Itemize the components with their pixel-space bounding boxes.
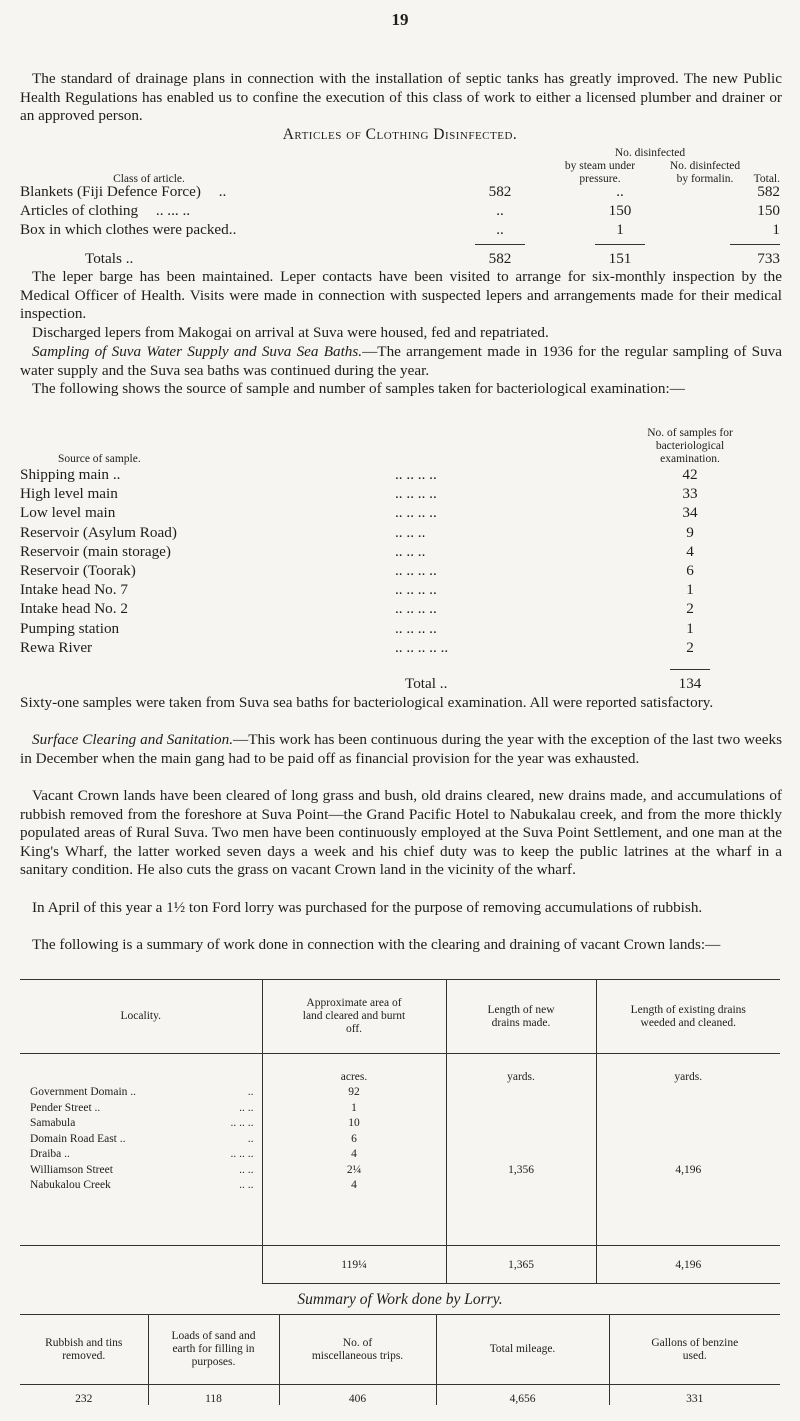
clothing-totals-label: Totals .. [85, 250, 134, 267]
paragraph-sampling [20, 343, 782, 380]
sample-row-count: 1 [686, 619, 694, 637]
clearing-body-row [20, 1054, 780, 1246]
clearing-locality-name: Draiba .. [30, 1148, 70, 1160]
samples-header-count [605, 427, 775, 466]
clothing-row-formalin: 150 [608, 202, 632, 219]
clothing-row-steam: .. [496, 202, 504, 219]
clothing-heading: Articles of Clothing Disinfected. [282, 126, 518, 143]
paragraph-discharged-lepers: Discharged lepers from Makogai on arrival at Suva were housed, fed and repatriated. [32, 324, 549, 341]
sample-row-dots: .. .. .. .. [395, 581, 437, 599]
lorry-value-rubbish: 232 [20, 1385, 148, 1405]
clearing-new-drains-value: 1,356 [508, 1164, 534, 1176]
clothing-row-total: 150 [757, 202, 780, 219]
lorry-heading: Summary of Work done by Lorry. [297, 1291, 503, 1308]
clothing-header-total: Total. [753, 173, 780, 185]
clearing-area-value: 1 [351, 1101, 357, 1114]
sample-row-dots: .. .. .. .. .. [395, 638, 449, 656]
sample-row-count: 2 [686, 600, 694, 618]
sample-row-count: 4 [686, 542, 694, 560]
samples-total-value: 134 [678, 675, 702, 692]
clearing-locality-name: Nabukalou Creek [30, 1179, 111, 1191]
paragraph-leper-barge: The leper barge has been maintained. Leper contacts have been visited to arrange for six-monthly inspection by the Medical Officer of Health. Visits were made in connection with suspected lepers and arrangements made for their medical inspection. [20, 268, 782, 323]
clothing-header-steam-line: No. disinfected [614, 147, 686, 159]
clearing-area-value: 2¼ [346, 1163, 362, 1176]
clearing-locality-row [20, 1102, 254, 1118]
clearing-header-area: Approximate area of land cleared and burnt off. [262, 980, 446, 1054]
clothing-rule [475, 244, 525, 245]
clothing-row-name: Blankets (Fiji Defence Force) [20, 183, 201, 200]
sample-row-count: 1 [686, 581, 694, 599]
sample-row-source: Intake head No. 2 [20, 600, 128, 618]
clearing-locality-dots: .. .. [239, 1163, 254, 1176]
clearing-area-value: 4 [351, 1179, 357, 1191]
clearing-table [20, 979, 780, 1284]
lorry-header-loads: Loads of sand and earth for filling in purposes. [148, 1315, 279, 1385]
clothing-totals-formalin: 151 [608, 250, 632, 267]
clothing-header-steam-line: by steam under [564, 160, 636, 172]
samples-header-count-line: No. of samples for [647, 427, 733, 439]
clothing-row-name: Box in which clothes were packed [20, 221, 229, 238]
clearing-locality-row [20, 1148, 254, 1164]
clothing-row-formalin: .. [616, 183, 624, 200]
sample-row-count: 33 [682, 485, 698, 503]
sample-row-source: High level main [20, 485, 118, 503]
sample-row-source: Intake head No. 7 [20, 581, 128, 599]
sample-row-dots: .. .. .. [395, 542, 426, 560]
sample-row-source: Rewa River [20, 638, 93, 656]
clothing-header-class: Class of article. [113, 173, 185, 185]
clearing-locality-dots: .. [247, 1086, 254, 1098]
clearing-locality-cell [20, 1054, 262, 1246]
clearing-header-existing-drains: Length of existing drains weeded and cleaned. [596, 980, 780, 1054]
clothing-header-formalin-line: by formalin. [676, 173, 734, 185]
clearing-total-area: 119¼ [262, 1246, 446, 1284]
clearing-existing-drains-value: 4,196 [675, 1164, 702, 1176]
clothing-row-formalin: 1 [616, 221, 624, 238]
sample-row-count: 42 [682, 466, 698, 483]
clothing-row-name: Articles of clothing [20, 202, 139, 219]
clearing-locality-dots: .. [247, 1132, 254, 1145]
clearing-totals-empty [20, 1246, 262, 1284]
clearing-unit-existing-drains: yards. [674, 1071, 703, 1083]
clearing-locality-dots: .. .. .. [230, 1117, 254, 1129]
lorry-value-trips: 406 [279, 1385, 436, 1405]
clearing-area-cell [262, 1054, 446, 1246]
clearing-existing-drains-cell [596, 1054, 780, 1246]
clearing-locality-dots: .. .. .. [230, 1148, 254, 1160]
clothing-header-steam-line: pressure. [579, 173, 621, 185]
sample-row-dots: .. .. .. .. [395, 562, 437, 579]
clothing-rule [595, 244, 645, 245]
paragraph-drainage: The standard of drainage plans in connection with the installation of septic tanks has greatly improved. The new Public Health Regulations has enabled us to confine the execution of this class of work to either a licensed plumber and drainer or an approved person. [20, 70, 782, 125]
clearing-totals-row [20, 1246, 780, 1284]
lorry-table [20, 1314, 780, 1405]
clothing-header-steam [590, 147, 710, 160]
clearing-area-value: 4 [351, 1148, 357, 1160]
clothing-row [20, 221, 236, 239]
clearing-locality-name: Samabula [30, 1117, 76, 1129]
clothing-rule [730, 244, 780, 245]
clearing-locality-row [20, 1117, 254, 1133]
samples-header-count-line: examination. [660, 453, 720, 465]
clearing-locality-name: Government Domain .. [30, 1086, 137, 1098]
clothing-row [20, 183, 226, 201]
clothing-row-total: 582 [757, 183, 780, 200]
page-number: 19 [391, 10, 409, 29]
clothing-row [20, 202, 190, 220]
clearing-total-existing-drains: 4,196 [596, 1246, 780, 1284]
paragraph-vacant-lands: Vacant Crown lands have been cleared of long grass and bush, old drains cleared, new drains made, and accumulations of rubbish removed from the foreshore at Suva Point—the Grand Pacific Hotel to Nabukalau creek, and from the more thickly populated areas of Rural Suva. Two men have been continuously employed at the Suva Point Settlement, and one man at the King's Wharf, the latter worked seven days a week and his chief duty was to keep the public latrines at the wharf in a sanitary condition. He also cuts the grass on vacant Crown land in the vicinity of the wharf. [20, 787, 782, 879]
sampling-text: —The arrangement made in 1936 for the regular sampling of Suva water supply and the Suva sea baths was continued during the year. [20, 343, 782, 379]
surface-title: Surface Clearing and Sanitation. [32, 731, 234, 748]
clearing-locality-name: Williamson Street [30, 1163, 113, 1176]
clothing-row-dots: .. ... .. [155, 202, 191, 219]
clearing-area-value: 6 [351, 1132, 357, 1145]
lorry-values-row [20, 1385, 780, 1405]
paragraph-sixty-one: Sixty-one samples were taken from Suva sea baths for bacteriological examination. All were reported satisfactory. [20, 694, 714, 711]
lorry-header-row [20, 1315, 780, 1385]
clearing-unit-area: acres. [340, 1071, 368, 1083]
samples-header-source: Source of sample. [58, 453, 141, 465]
paragraph-surface [20, 731, 782, 768]
sample-row-dots: .. .. .. .. [395, 504, 437, 522]
clothing-row-steam: .. [496, 221, 504, 238]
sample-row-source: Pumping station [20, 619, 120, 637]
clothing-row-dots: .. [228, 221, 237, 238]
clearing-total-new-drains: 1,365 [446, 1246, 596, 1284]
surface-text: —This work has been continuous during the year with the exception of the last two weeks in December when the main gang had to be paid off as financial provision for the year was exhausted. [20, 731, 782, 767]
sample-row-count: 9 [686, 523, 694, 541]
clothing-row-dots: .. [218, 183, 227, 200]
clothing-row-total: 1 [772, 221, 780, 238]
lorry-header-trips: No. of miscellaneous trips. [279, 1315, 436, 1385]
clearing-locality-row [20, 1164, 254, 1180]
clearing-header-new-drains: Length of new drains made. [446, 980, 596, 1054]
clothing-totals-total: 733 [757, 250, 780, 267]
sample-row-source: Reservoir (Toorak) [20, 562, 136, 579]
paragraph-samples-intro: The following shows the source of sample and number of samples taken for bacteriological examination:— [32, 380, 685, 397]
clearing-locality-row [20, 1179, 254, 1195]
sample-row-dots: .. .. .. .. [395, 619, 437, 637]
clearing-area-list [263, 1086, 446, 1195]
clearing-unit-new-drains: yards. [507, 1071, 535, 1083]
lorry-value-loads: 118 [148, 1385, 279, 1405]
clearing-locality-dots: .. .. [239, 1179, 254, 1191]
samples-header-count-line: bacteriological [655, 440, 725, 452]
clearing-area-value: 92 [348, 1086, 360, 1098]
sample-row-source: Low level main [20, 504, 116, 522]
clearing-locality-row [20, 1086, 254, 1102]
lorry-value-mileage: 4,656 [436, 1385, 609, 1405]
clearing-header-row [20, 980, 780, 1054]
clothing-totals-steam: 582 [488, 250, 512, 267]
sample-row-source: Reservoir (main storage) [20, 542, 171, 560]
lorry-header-benzine: Gallons of benzine used. [609, 1315, 780, 1385]
clothing-row-steam: 582 [488, 183, 512, 200]
sample-row-count: 2 [686, 638, 694, 656]
clearing-locality-list [20, 1086, 254, 1195]
clearing-locality-dots: .. .. [239, 1101, 254, 1114]
clearing-locality-name: Pender Street .. [30, 1101, 101, 1114]
paragraph-summary-intro: The following is a summary of work done in connection with the clearing and draining of vacant Crown lands:— [32, 936, 721, 953]
sample-row-count: 6 [686, 562, 694, 579]
samples-rule [670, 669, 710, 670]
lorry-value-benzine: 331 [609, 1385, 780, 1405]
clearing-locality-row [20, 1133, 254, 1149]
sample-row-dots: .. .. .. [395, 523, 426, 541]
paragraph-lorry: In April of this year a 1½ ton Ford lorry was purchased for the purpose of removing accumulations of rubbish. [32, 899, 703, 916]
clearing-header-locality: Locality. [20, 980, 262, 1054]
sample-row-dots: .. .. .. .. [395, 466, 437, 483]
sample-row-dots: .. .. .. .. [395, 485, 437, 503]
lorry-header-mileage: Total mileage. [436, 1315, 609, 1385]
sampling-title: Sampling of Suva Water Supply and Suva Sea Baths. [32, 343, 363, 360]
sample-row-dots: .. .. .. .. [395, 600, 437, 618]
sample-row-source: Shipping main .. [20, 466, 121, 483]
samples-total-label: Total .. [405, 675, 448, 692]
lorry-header-rubbish: Rubbish and tins removed. [20, 1315, 148, 1385]
sample-row-count: 34 [682, 504, 698, 522]
clearing-locality-name: Domain Road East .. [30, 1132, 126, 1145]
clothing-header-formalin-line: No. disinfected [669, 160, 741, 172]
clearing-area-value: 10 [348, 1117, 360, 1129]
sample-row-source: Reservoir (Asylum Road) [20, 523, 177, 541]
clearing-new-drains-cell [446, 1054, 596, 1246]
